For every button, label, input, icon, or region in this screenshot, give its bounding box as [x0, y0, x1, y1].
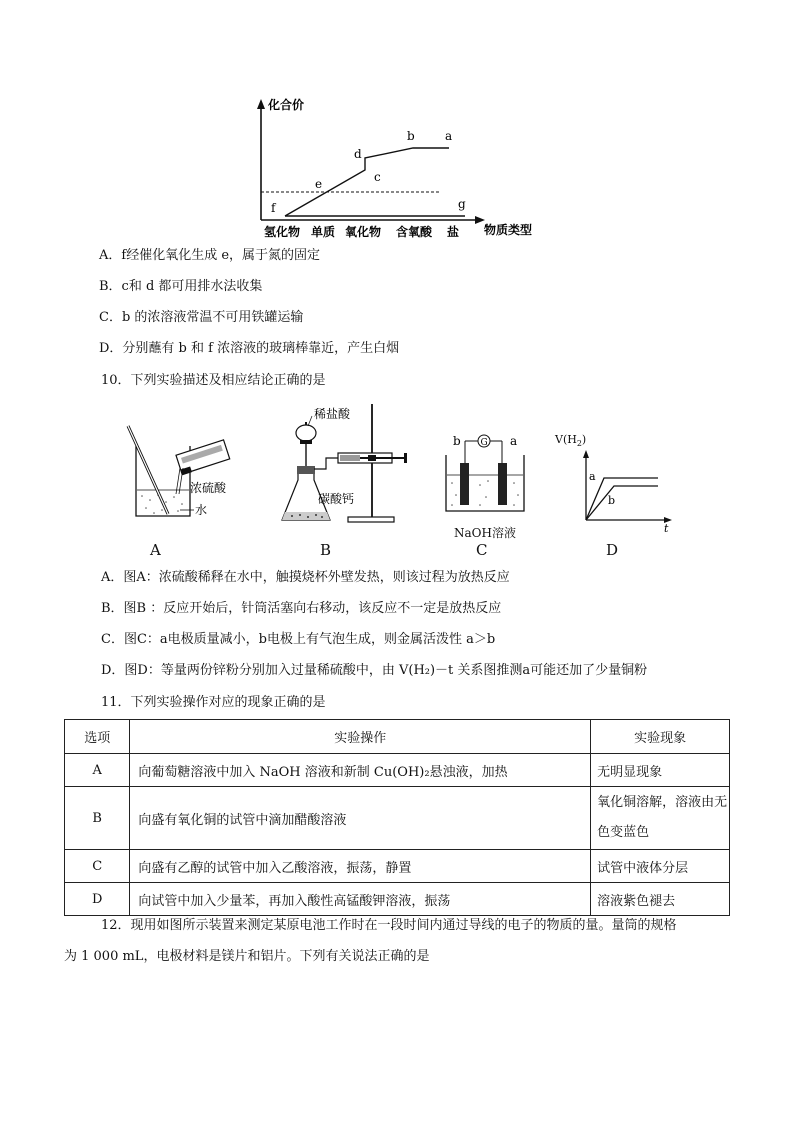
x-tick-oxyacid: 含氧酸	[396, 225, 433, 239]
x-axis-label: 物质类型	[484, 223, 533, 237]
table-row	[65, 850, 730, 883]
fig-c-label: C	[476, 541, 488, 559]
table-row	[65, 754, 730, 787]
point-label-c: c	[374, 170, 381, 184]
valence-graph	[255, 95, 555, 245]
row-option: A	[65, 754, 130, 787]
point-label-a: a	[445, 129, 453, 143]
point-label-f: f	[271, 201, 276, 215]
q9-option-a: A．f经催化氧化生成 e，属于氮的固定	[99, 248, 321, 263]
q10-option-b: B．图B ：反应开始后，针筒活塞向右移动，该反应不一定是放热反应	[101, 601, 502, 616]
row-operation: 向盛有乙醇的试管中加入乙酸溶液，振荡，静置	[130, 850, 591, 883]
q10-option-c: C．图C：a电极质量减小，b电极上有气泡生成，则金属活泼性 a＞b	[101, 632, 496, 647]
fig-d-t-label: t	[664, 522, 669, 532]
fig-d-a-label: a	[589, 470, 596, 483]
fig-b-solid-label: 碳酸钙	[318, 492, 355, 506]
row-option: C	[65, 850, 130, 883]
q9-option-b: B．c和 d 都可用排水法收集	[99, 279, 263, 294]
table-row	[65, 883, 730, 916]
point-label-g: g	[458, 197, 466, 211]
fig-c-a-label: a	[510, 434, 518, 448]
row-phenomenon: 氧化铜溶解，溶液由无色变蓝色	[591, 787, 730, 850]
q11-table	[64, 719, 730, 916]
q9-option-d: D．分别蘸有 b 和 f 浓溶液的玻璃棒靠近，产生白烟	[99, 341, 400, 356]
q10-option-a: A．图A：浓硫酸稀释在水中，触摸烧杯外壁发热，则该过程为放热反应	[101, 570, 510, 585]
x-tick-element: 单质	[311, 225, 336, 239]
row-phenomenon: 溶液紫色褪去	[591, 883, 730, 916]
x-tick-hydride: 氢化物	[264, 225, 301, 239]
row-operation: 向盛有氧化铜的试管中滴加醋酸溶液	[130, 787, 591, 850]
row-operation: 向葡萄糖溶液中加入 NaOH 溶液和新制 Cu(OH)₂悬浊液，加热	[130, 754, 591, 787]
fig-b-label: B	[320, 541, 332, 559]
q9-option-c: C．b 的浓溶液常温不可用铁罐运输	[99, 310, 304, 325]
figure-a-dilution	[120, 418, 240, 528]
q10-option-d: D．图D：等量两份锌粉分别加入过量稀硫酸中，由 V(H₂)－t 关系图推测a可能还加了少量铜粉	[101, 663, 648, 678]
row-option: D	[65, 883, 130, 916]
fig-a-acid-label: 浓硫酸	[190, 481, 227, 495]
point-label-b: b	[407, 129, 415, 143]
fig-a-label: A	[150, 541, 161, 559]
fig-a-water-label: 水	[195, 503, 208, 517]
x-tick-salt: 盐	[447, 225, 460, 239]
q12-line-2: 为 1 000 mL，电极材料是镁片和铝片。下列有关说法正确的是	[64, 949, 430, 964]
fig-c-galvanometer: G	[480, 438, 488, 448]
figure-c-cell	[440, 425, 530, 520]
header-operation: 实验操作	[130, 720, 591, 754]
fig-d-label: D	[606, 541, 619, 559]
header-phenomenon: 实验现象	[591, 720, 730, 754]
row-phenomenon: 试管中液体分层	[591, 850, 730, 883]
point-label-d: d	[354, 147, 362, 161]
fig-d-y-label: $V(H_2)$	[555, 433, 587, 449]
fig-c-b-label: b	[453, 434, 461, 448]
row-phenomenon: 无明显现象	[591, 754, 730, 787]
y-axis-label: 化合价	[268, 98, 305, 112]
q11-stem: 11．下列实验操作对应的现象正确的是	[101, 695, 326, 710]
fig-b-acid-label: 稀盐酸	[314, 407, 351, 421]
fig-d-b-label: b	[608, 494, 616, 507]
figure-d-plot	[578, 448, 678, 532]
header-option: 选项	[65, 720, 130, 754]
x-tick-oxide: 氧化物	[345, 225, 382, 239]
row-option: B	[65, 787, 130, 850]
table-header-row	[65, 720, 730, 754]
q12-line-1: 12．现用如图所示装置来测定某原电池工作时在一段时间内通过导线的电子的物质的量。量筒的规格	[101, 918, 677, 933]
table-row	[65, 787, 730, 850]
row-operation: 向试管中加入少量苯，再加入酸性高锰酸钾溶液，振荡	[130, 883, 591, 916]
point-label-e: e	[315, 177, 323, 191]
figure-b-syringe	[278, 402, 408, 527]
q10-stem: 10．下列实验描述及相应结论正确的是	[101, 373, 326, 388]
fig-c-solution-label: NaOH溶液	[454, 526, 516, 540]
